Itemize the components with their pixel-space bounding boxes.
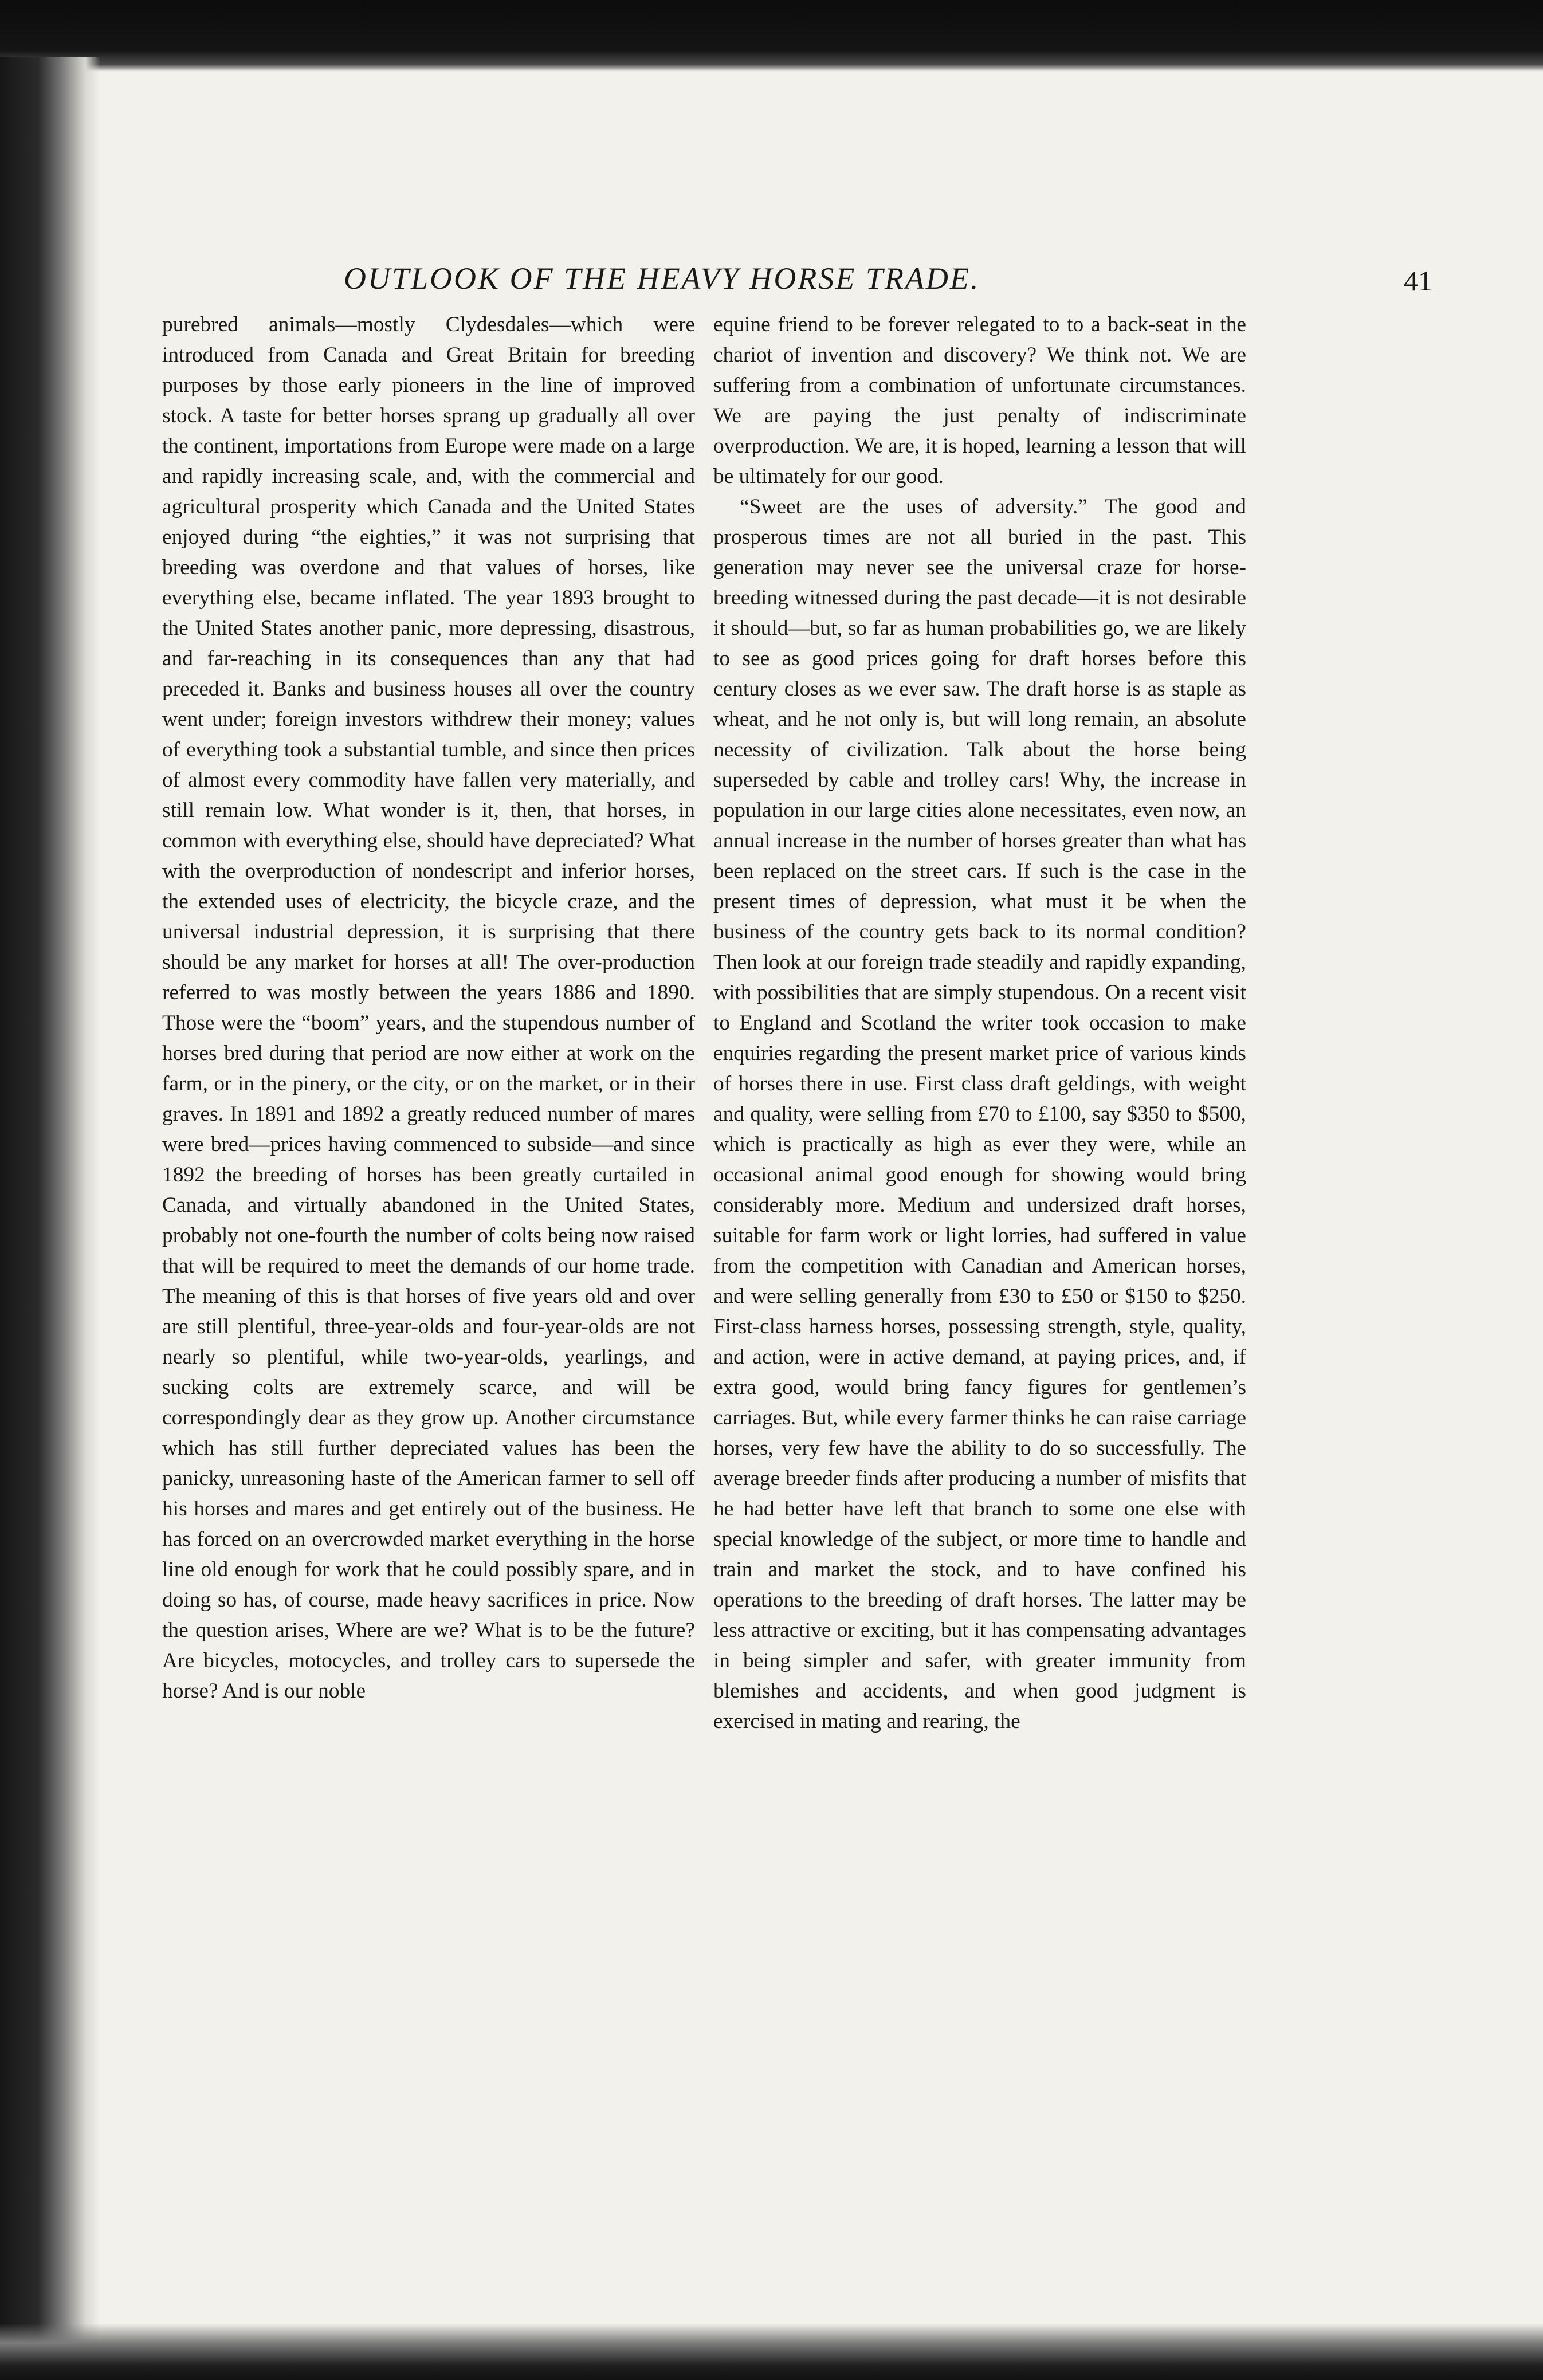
running-title: OUTLOOK OF THE HEAVY HORSE TRADE. — [344, 261, 980, 296]
text-column-left — [162, 309, 695, 2257]
scan-border-bottom — [0, 2323, 1543, 2380]
scan-border-top — [0, 0, 1543, 72]
scan-border-left — [0, 57, 100, 2380]
paragraph: equine friend to be forever relegated to to a back-seat in the chariot of invention and discovery? We think not. We are suffering from a combination of unfortunate circumstances. We are paying the just penalty of indiscriminate overproduction. We are, it is hoped, learning a lesson that will be ultimately for our good. — [713, 313, 1246, 488]
text-column-right — [713, 309, 1246, 2257]
paragraph: “Sweet are the uses of adversity.” The good and prosperous times are not all buried in the past. This generation may never see the universal craze for horse-breeding witnessed during the past decade—it is not desirable it should—but, so far as human probabilities go, we are likely to see as good prices going for draft horses before this century closes as we ever saw. The draft horse is as staple as wheat, and he not only is, but will long remain, an absolute necessity of civilization. Talk about the horse being superseded by cable and trolley cars! Why, the increase in population in our large cities alone necessitates, even now, an annual increase in the number of horses greater than what has been replaced on the street cars. If such is the case in the present times of depression, what must it be when the business of the country gets back to its normal condition? Then look at our foreign trade steadily and rapidly expanding, with possibilities that are simply stupendous. On a recent visit to England and Scotland the writer took occasion to make enquiries regarding the present market price of various kinds of horses there in use. First class draft geldings, with weight and quality, were selling from £70 to £100, say $350 to $500, which is practically as high as ever they were, while an occasional animal good enough for showing would bring considerably more. Medium and undersized draft horses, suitable for farm work or light lorries, had suffered in value from the competition with Canadian and American horses, and were selling generally from £30 to £50 or $150 to $250. First-class harness horses, possessing strength, style, quality, and action, were in active demand, at paying prices, and, if extra good, would bring fancy figures for gentlemen’s carriages. But, while every farmer thinks he can raise carriage horses, very few have the ability to do so successfully. The average breeder finds after producing a number of misfits that he had better have left that branch to some one else with special knowledge of the subject, or more time to handle and train and market the stock, and to have confined his operations to the breeding of draft horses. The latter may be less attractive or exciting, but it has compensating advantages in being simpler and safer, with greater immunity from blemishes and accidents, and when good judgment is exercised in mating and rearing, the — [713, 495, 1246, 1733]
page-number: 41 — [1404, 265, 1432, 297]
running-head — [344, 261, 1432, 307]
paragraph: purebred animals—mostly Clydesdales—which were introduced from Canada and Great Britain for breeding purposes by those early pioneers in the line of improved stock. A taste for better horses sprang up gradually all over the continent, importations from Europe were made on a large and rapidly increasing scale, and, with the commercial and agricultural prosperity which Canada and the United States enjoyed during “the eighties,” it was not surprising that breeding was overdone and that values of horses, like everything else, became inflated. The year 1893 brought to the United States another panic, more depressing, disastrous, and far-reaching in its consequences than any that had preceded it. Banks and business houses all over the country went under; foreign investors withdrew their money; values of everything took a substantial tumble, and since then prices of almost every commodity have fallen very materially, and still remain low. What wonder is it, then, that horses, in common with everything else, should have depreciated? What with the overproduction of nondescript and inferior horses, the extended uses of electricity, the bicycle craze, and the universal industrial depression, it is surprising that there should be any market for horses at all! The over-production referred to was mostly between the years 1886 and 1890. Those were the “boom” years, and the stupendous number of horses bred during that period are now either at work on the farm, or in the pinery, or the city, or on the market, or in their graves. In 1891 and 1892 a greatly reduced number of mares were bred—prices having commenced to subside—and since 1892 the breeding of horses has been greatly curtailed in Canada, and virtually abandoned in the United States, probably not one-fourth the number of colts being now raised that will be required to meet the demands of our home trade. The meaning of this is that horses of five years old and over are still plentiful, three-year-olds and four-year-olds are not nearly so plentiful, while two-year-olds, yearlings, and sucking colts are extremely scarce, and will be correspondingly dear as they grow up. Another circumstance which has still further depreciated values has been the panicky, unreasoning haste of the American farmer to sell off his horses and mares and get entirely out of the business. He has forced on an overcrowded market everything in the horse line old enough for work that he could possibly spare, and in doing so has, of course, made heavy sacrifices in price. Now the question arises, Where are we? What is to be the future? Are bicycles, motocycles, and trolley cars to supersede the horse? And is our noble — [162, 313, 695, 1703]
